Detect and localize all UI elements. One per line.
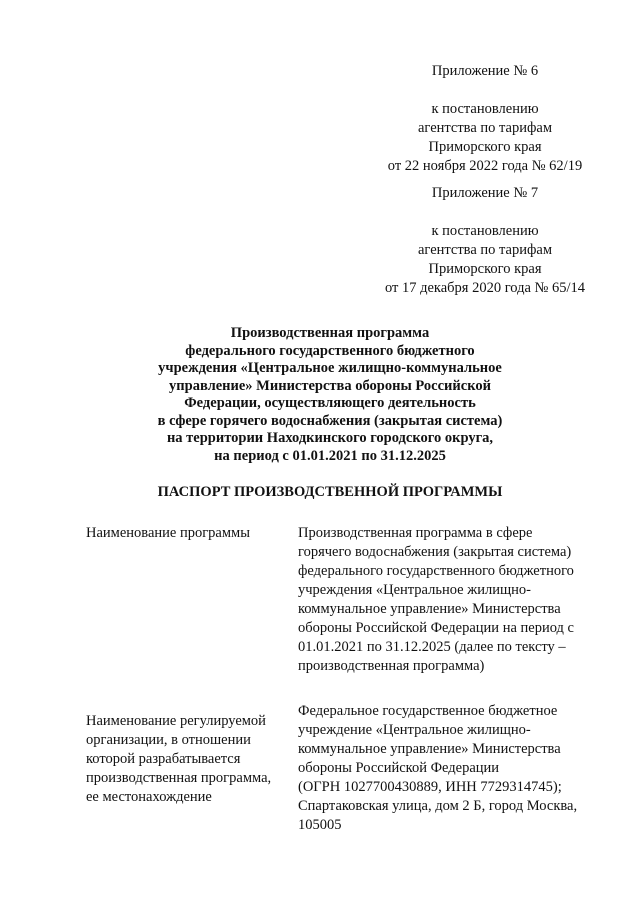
program-heading-line: на период с 01.01.2021 по 31.12.2025 <box>214 447 446 464</box>
value-line: обороны Российской Федерации на период с <box>298 620 574 636</box>
value-line: 01.01.2021 по 31.12.2025 (далее по тексту – <box>298 639 566 655</box>
appendix-7-line: агентства по тарифам <box>418 242 552 258</box>
passport-row-label <box>86 712 286 807</box>
value-line: федерального государственного бюджетного <box>298 563 574 579</box>
program-heading-line: в сфере горячего водоснабжения (закрытая система) <box>157 412 503 429</box>
appendix-7-line: Приморского края <box>428 261 542 277</box>
label-line: организации, в отношении <box>86 732 251 748</box>
value-line: (ОГРН 1027700430889, ИНН 7729314745); <box>298 779 562 795</box>
appendix-6-block <box>380 62 590 176</box>
value-line: учреждение «Центральное жилищно- <box>298 722 531 738</box>
appendix-6-line: к постановлению <box>431 101 539 117</box>
value-line: Спартаковская улица, дом 2 Б, город Москва, <box>298 798 578 814</box>
program-heading-line: учреждения «Центральное жилищно-коммунальное <box>158 360 502 376</box>
program-heading <box>120 325 540 465</box>
label-line: ее местонахождение <box>86 789 212 805</box>
passport-title: ПАСПОРТ ПРОИЗВОДСТВЕННОЙ ПРОГРАММЫ <box>157 484 503 500</box>
appendix-6-date: от 22 ноября 2022 года № 62/19 <box>387 158 583 174</box>
program-heading-line: управление» Министерства обороны Российской <box>169 377 491 394</box>
appendix-7-block <box>380 184 590 298</box>
value-line: 105005 <box>298 817 342 833</box>
program-heading-line: Производственная программа <box>230 325 430 341</box>
value-line: горячего водоснабжения (закрытая система) <box>298 544 572 560</box>
appendix-6-title: Приложение № 6 <box>431 63 539 79</box>
value-line: производственная программа) <box>298 658 485 674</box>
value-line: коммунальное управление» Министерства <box>298 741 561 757</box>
value-line: коммунальное управление» Министерства <box>298 601 561 617</box>
label-line: Наименование программы <box>86 525 250 541</box>
value-line: учреждения «Центральное жилищно- <box>298 582 531 598</box>
program-heading-line: на территории Находкинского городского округа, <box>166 430 494 446</box>
program-heading-line: федерального государственного бюджетного <box>185 342 475 359</box>
value-line: Федеральное государственное бюджетное <box>298 703 558 719</box>
label-line: производственная программа, <box>86 770 272 786</box>
appendix-6-line: агентства по тарифам <box>418 120 552 136</box>
passport-row-label <box>86 524 286 543</box>
label-line: Наименование регулируемой <box>86 713 266 729</box>
label-line: которой разрабатывается <box>86 751 241 767</box>
appendix-6-line: Приморского края <box>428 139 542 155</box>
program-heading-line: Федерации, осуществляющего деятельность <box>184 395 476 411</box>
value-line: обороны Российской Федерации <box>298 760 500 776</box>
appendix-7-date: от 17 декабря 2020 года № 65/14 <box>384 280 586 296</box>
value-line: Производственная программа в сфере <box>298 525 533 541</box>
passport-row-value <box>298 524 598 676</box>
appendix-7-line: к постановлению <box>431 223 539 239</box>
passport-row-value <box>298 702 598 835</box>
appendix-7-title: Приложение № 7 <box>431 185 539 201</box>
